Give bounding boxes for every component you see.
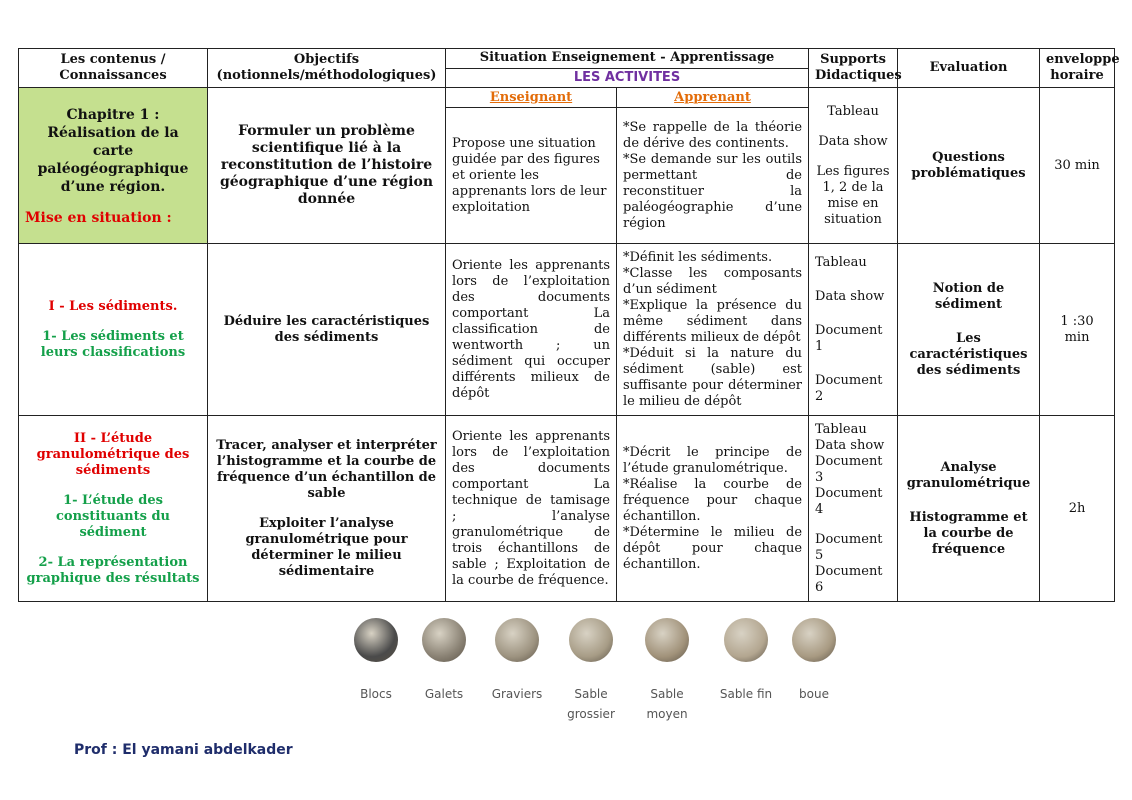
row2-support: Tableau: [815, 254, 867, 270]
spacer: [815, 518, 891, 532]
row3-contenu: [19, 416, 208, 602]
galets-sample-icon: [422, 618, 466, 662]
sample-label: Galets: [424, 687, 464, 701]
sample-boue: [784, 618, 844, 704]
sample-sable-fin: [708, 618, 784, 704]
row3-evaluation-2: Histogramme et la courbe de fréquence: [909, 509, 1028, 557]
sample-galets: [414, 618, 474, 704]
sable-grossier-sample-icon: [569, 618, 613, 662]
row1-contenu: [19, 88, 208, 244]
row3-apprenant-line: *Détermine le milieu de dépôt pour chaque échantillon.: [623, 524, 803, 572]
sample-label: Blocs: [360, 687, 392, 701]
spacer: [25, 196, 201, 210]
sample-label: Graviers: [491, 687, 543, 701]
row1-support: Tableau: [827, 103, 879, 119]
row3-contenu-title: II - L’étude granulométrique des sédiments: [36, 430, 190, 478]
spacer: [815, 271, 891, 289]
blocs-sample-icon: [354, 618, 398, 662]
row2-apprenant-line: *Explique la présence du même sédiment dans différents milieux de dépôt: [623, 297, 803, 345]
row2-apprenant-line: *Déduit si la nature du sédiment (sable) est suffisante pour déterminer le milieu de dépôt: [623, 345, 803, 409]
row1-contenu-title: Chapitre 1 : Réalisation de la carte paléogéographique d’une région.: [37, 106, 189, 195]
row2-contenu: [19, 244, 208, 416]
spacer: [815, 120, 891, 134]
lesson-plan-table: [18, 48, 1120, 602]
sable-moyen-sample-icon: [645, 618, 689, 662]
row1-support: Data show: [818, 133, 888, 149]
row3-support: Document 6: [815, 563, 883, 595]
sable-fin-sample-icon: [724, 618, 768, 662]
row3-objectif-1: Tracer, analyser et interpréter l’histogramme et la courbe de fréquence d’un échantillon de sable: [216, 437, 437, 501]
row2-contenu-title: I - Les sédiments.: [48, 298, 178, 314]
row2-horaire: 1 :30 min: [1040, 244, 1115, 416]
row2-apprenant: [617, 244, 809, 416]
spacer: [25, 315, 201, 329]
row3-supports: [809, 416, 898, 602]
header-contenus: Les contenus / Connaissances: [19, 49, 208, 88]
sample-graviers: [484, 618, 550, 704]
row3-support: Document 5: [815, 531, 883, 563]
sample-sable-grossier: [560, 618, 622, 724]
author-footer: Prof : El yamani abdelkader: [74, 742, 293, 758]
row3-apprenant: [617, 416, 809, 602]
header-supports-line2: Didactiques: [815, 68, 902, 83]
row3-apprenant-line: *Réalise la courbe de fréquence pour chaque échantillon.: [623, 476, 803, 524]
row1-enseignant: Propose une situation guidée par des figures et oriente les apprenants lors de leur exploitation: [446, 108, 617, 244]
row2-contenu-sub: 1- Les sédiments et leurs classifications: [40, 328, 186, 360]
row3-horaire: 2h: [1040, 416, 1115, 602]
row2-supports: [809, 244, 898, 416]
header-horaire-line2: horaire: [1050, 68, 1104, 83]
row1-contenu-sub: Mise en situation :: [25, 209, 172, 226]
row3-support: Tableau: [815, 421, 867, 437]
graviers-sample-icon: [495, 618, 539, 662]
sample-label: boue: [799, 687, 829, 701]
row2-enseignant: Oriente les apprenants lors de l’exploitation des documents comportant La classification de wentworth ; un sédiment qui occuper différents milieux de dépôt: [446, 244, 617, 416]
header-objectifs-line2: (notionnels/méthodologiques): [216, 68, 437, 83]
row2-support: Document 1: [815, 322, 883, 354]
row2-objectif: Déduire les caractéristiques des sédiments: [208, 244, 446, 416]
row3-evaluation: [898, 416, 1040, 602]
row1-support: Les figures 1, 2 de la mise en situation: [816, 163, 890, 227]
spacer: [214, 502, 439, 516]
spacer: [815, 150, 891, 164]
row3-support: Data show: [815, 437, 885, 453]
row3-objectif-2: Exploiter l’analyse granulométrique pour déterminer le milieu sédimentaire: [245, 515, 408, 579]
row2-evaluation: [898, 244, 1040, 416]
row2-support: Document 2: [815, 372, 883, 404]
sample-label: Sable grossier: [567, 687, 615, 721]
row2-evaluation-1: Notion de sédiment: [932, 280, 1005, 312]
spacer: [904, 313, 1033, 331]
row3-contenu-sub2: 2- La représentation graphique des résultats: [26, 554, 200, 586]
spacer: [25, 479, 201, 493]
boue-sample-icon: [792, 618, 836, 662]
row3-support: Document 4: [815, 485, 883, 517]
row2-support: Data show: [815, 288, 885, 304]
row3-enseignant: Oriente les apprenants lors de l’exploitation des documents comportant La technique de tamisage ; l’analyse granulométrique de trois échantillons de sable ; Exploitation de la courbe de fréquence.: [446, 416, 617, 602]
header-evaluation: Evaluation: [898, 49, 1040, 88]
header-activites: LES ACTIVITES: [446, 68, 809, 88]
header-situation: Situation Enseignement - Apprentissage: [446, 49, 809, 69]
subheader-enseignant: Enseignant: [446, 88, 617, 108]
sediment-samples-figure: [340, 612, 845, 742]
sample-blocs: [346, 618, 406, 704]
header-objectifs: [208, 49, 446, 88]
header-horaire: [1040, 49, 1120, 88]
header-supports: [809, 49, 902, 88]
row1-objectif: Formuler un problème scientifique lié à la reconstitution de l’histoire géographique d’une région donnée: [208, 88, 446, 244]
row1-apprenant: *Se rappelle de la théorie de dérive des continents. *Se demande sur les outils permettant de reconstituer la paléogéographie d’une région: [617, 108, 809, 244]
row3-objectif: [208, 416, 446, 602]
sample-sable-moyen: [636, 618, 698, 724]
row3-contenu-sub1: 1- L’étude des constituants du sédiment: [55, 492, 171, 540]
sample-label: Sable moyen: [646, 687, 688, 721]
row2-apprenant-line: *Définit les sédiments.: [623, 249, 773, 265]
header-horaire-line1: enveloppe: [1046, 52, 1120, 67]
spacer: [815, 355, 891, 373]
row3-evaluation-1: Analyse granulométrique: [906, 459, 1031, 491]
sample-label: Sable fin: [719, 687, 773, 701]
row1-horaire: 30 min: [1040, 88, 1115, 244]
row1-evaluation: Questions problématiques: [898, 88, 1040, 244]
spacer: [25, 541, 201, 555]
row1-supports: [809, 88, 898, 244]
row3-support: Document 3: [815, 453, 883, 485]
row2-evaluation-2: Les caractéristiques des sédiments: [909, 330, 1028, 378]
row2-apprenant-line: *Classe les composants d’un sédiment: [623, 265, 803, 297]
subheader-apprenant: Apprenant: [617, 88, 809, 108]
row3-apprenant-line: *Décrit le principe de l’étude granulométrique.: [623, 444, 803, 476]
header-objectifs-line1: Objectifs: [293, 52, 360, 67]
header-supports-line1: Supports: [820, 52, 886, 67]
spacer: [815, 305, 891, 323]
spacer: [904, 492, 1033, 510]
